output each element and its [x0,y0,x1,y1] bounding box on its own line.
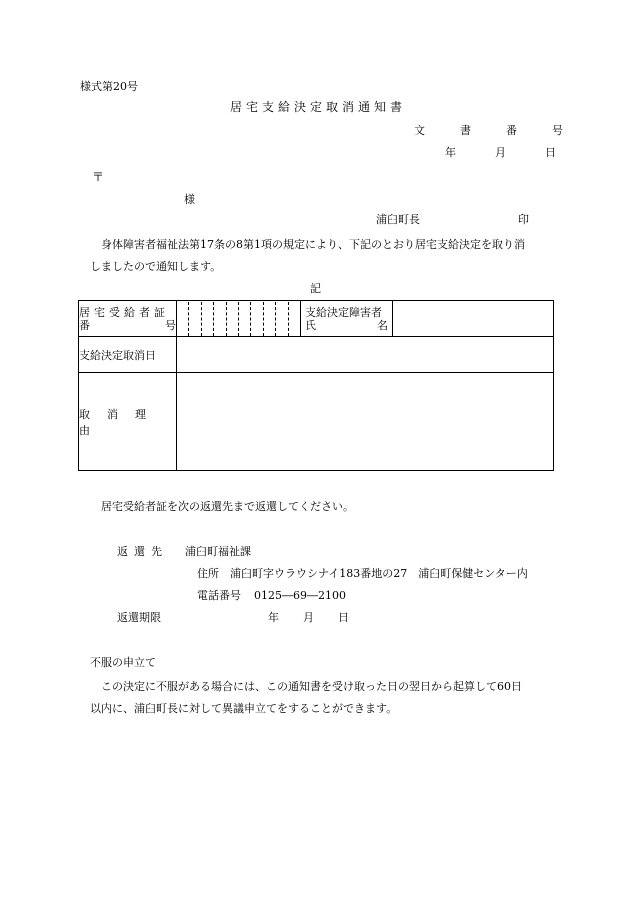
appeal-text-line-2: 以内に、浦臼町長に対して異議申立てをすることができます。 [90,702,398,715]
reason-label: 取消理由 [79,373,177,471]
recipient-name-field[interactable] [393,301,554,337]
deadline-day: 日 [338,611,349,624]
recipient-char-1: 氏 [305,318,316,332]
return-instruction: 居宅受給者証を次の返還先まで返還してください。 [101,500,354,513]
date-label: 年 月 日 [445,146,570,159]
cert-number-char-2: 号 [165,318,176,332]
deadline-year: 年 [268,611,279,624]
cert-number-label-bottom [79,319,176,332]
cert-number-field[interactable] [177,301,301,337]
deadline-month: 月 [303,611,314,624]
appeal-text-line-1: この決定に不服がある場合には、この通知書を受け取った日の翌日から起算して60日 [101,680,522,693]
ki-label: 記 [310,282,321,295]
cert-number-label: 居宅受給者証 番 号 [79,301,177,337]
document-number-label: 文 書 番 号 [414,124,575,137]
document-title: 居宅支給決定取消通知書 [230,100,407,114]
cancel-date-field[interactable] [177,337,554,373]
seal-mark: 印 [518,213,529,226]
address-label: 住所 [197,567,219,580]
sender-name: 浦臼町長 [376,213,420,226]
phone-value: 0125―69―2100 [254,589,346,602]
return-to-name: 浦臼町福祉課 [185,545,251,558]
reason-field[interactable] [177,373,554,471]
appeal-heading: 不服の申立て [90,656,156,669]
recipient-char-2: 名 [377,318,388,332]
details-table [78,300,554,471]
body-text-line-2: しましたので通知します。 [90,260,222,273]
return-to-label: 返還先 [117,545,168,558]
body-text-line-1: 身体障害者福祉法第17条の8第1項の規定により、下記のとおり居宅支給決定を取り消 [101,238,525,251]
cert-number-char-1: 番 [79,318,90,332]
cancel-date-label: 支給決定取消日 [79,337,177,373]
address-value: 浦臼町字ウラウシナイ183番地の27 浦臼町保健センター内 [230,567,528,580]
deadline-label: 返還期限 [117,611,161,624]
postal-mark: 〒 [92,170,105,184]
form-number: 様式第20号 [80,80,138,93]
phone-label: 電話番号 [197,589,241,602]
addressee-honorific: 様 [184,193,195,206]
recipient-label: 支給決定障害者 氏 名 [301,301,393,337]
